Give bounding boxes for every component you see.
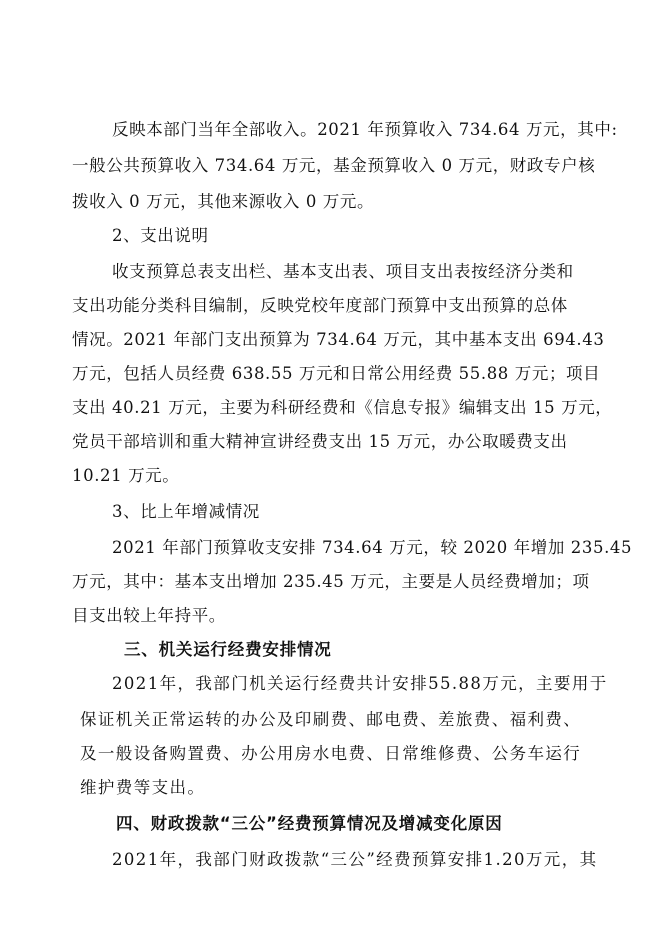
paragraph-line: 万元，包括人员经费 638.55 万元和日常公用经费 55.88 万元；项目 xyxy=(72,364,601,383)
paragraph-line: 反映本部门当年全部收入。2021 年预算收入 734.64 万元，其中: xyxy=(112,120,618,139)
subheading-yoy-change: 3、比上年增减情况 xyxy=(112,502,260,521)
paragraph-line: 支出功能分类科目编制，反映党校年度部门预算中支出预算的总体 xyxy=(72,296,568,315)
paragraph-line: 收支预算总表支出栏、基本支出表、项目支出表按经济分类和 xyxy=(112,262,574,281)
paragraph-line: 支出 40.21 万元，主要为科研经费和《信息专报》编辑支出 15 万元， xyxy=(72,398,613,417)
paragraph-line: 党员干部培训和重大精神宣讲经费支出 15 万元，办公取暖费支出 xyxy=(72,432,568,451)
paragraph-line: 保证机关正常运转的办公及印刷费、邮电费、差旅费、福利费、 xyxy=(80,710,582,729)
paragraph-line: 维护费等支出。 xyxy=(80,778,206,797)
paragraph-line: 目支出较上年持平。 xyxy=(72,606,226,625)
paragraph-line: 2021 年部门预算收支安排 734.64 万元，较 2020 年增加 235.45 xyxy=(112,538,633,557)
paragraph-line: 万元，其中：基本支出增加 235.45 万元，主要是人员经费增加；项 xyxy=(72,572,590,591)
paragraph-line: 2021年，我部门财政拨款“三公”经费预算安排1.20万元，其 xyxy=(112,850,598,869)
paragraph-line: 拨收入 0 万元，其他来源收入 0 万元。 xyxy=(72,192,375,211)
paragraph-line: 10.21 万元。 xyxy=(72,466,180,485)
section-title-operating-expenses: 三、机关运行经费安排情况 xyxy=(124,640,332,659)
subheading-expenditure: 2、支出说明 xyxy=(112,226,209,245)
paragraph-line: 2021年，我部门机关运行经费共计安排55.88万元，主要用于 xyxy=(112,674,608,693)
paragraph-line: 情况。2021 年部门支出预算为 734.64 万元，其中基本支出 694.43 xyxy=(72,330,605,349)
paragraph-line: 及一般设备购置费、办公用房水电费、日常维修费、公务车运行 xyxy=(80,744,582,763)
paragraph-line: 一般公共预算收入 734.64 万元，基金预算收入 0 万元，财政专户核 xyxy=(72,156,596,175)
section-title-three-public-expenses: 四、财政拨款“三公”经费预算情况及增减变化原因 xyxy=(116,814,503,833)
